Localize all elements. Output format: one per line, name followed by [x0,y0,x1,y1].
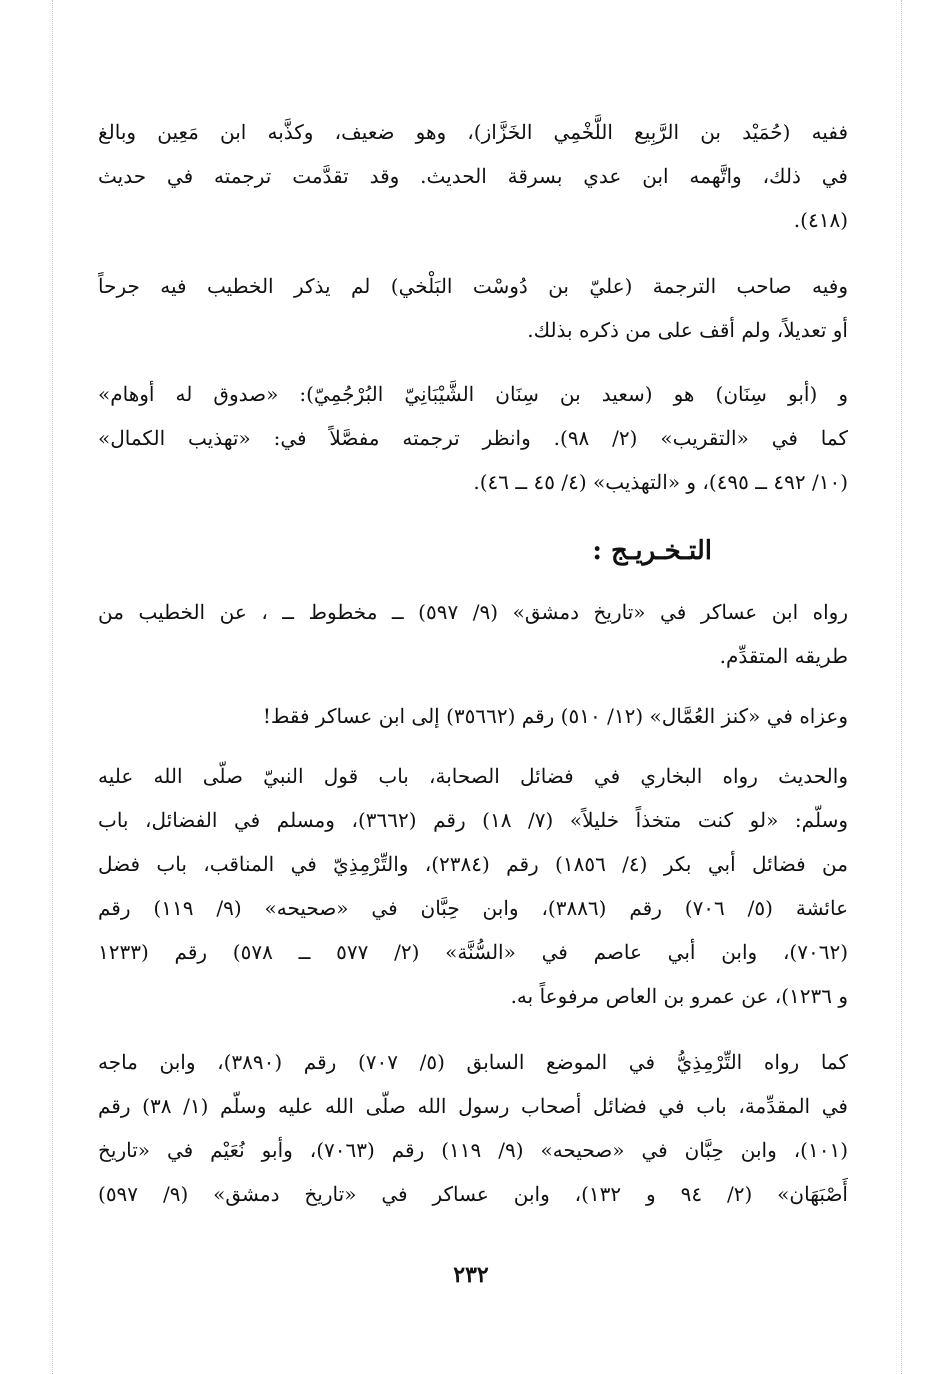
text-line: طريقه المتقدِّم. [719,644,848,668]
page-number: ٢٣٢ [453,1262,489,1288]
section-heading-takhrij: التـخـريـج : [592,536,712,566]
paragraph-bukhari-muslim [98,754,848,1018]
text-line: وسلّم: «لو كنت متخذاً خليلاً» (٧/ ١٨) رقم (٣٦٦٢)، ومسلم في الفضائل، باب [98,808,848,832]
text-line: وفيه صاحب الترجمة (عليّ بن دُوسْت البَلْخي) لم يذكر الخطيب فيه جرحاً [98,274,848,298]
paragraph-narrator-abu-sinan [98,372,848,504]
text-line: رواه ابن عساكر في «تاريخ دمشق» (٩/ ٥٩٧) ــ مخطوط ــ ، عن الخطيب من [98,600,848,624]
text-line: كما رواه التِّرْمِذِيُّ في الموضع السابق (٥/ ٧٠٧) رقم (٣٨٩٠)، وابن ماجه [98,1050,848,1074]
text-line: و (أبو سِنَان) هو (سعيد بن سِنَان الشَّيْبَانِيّ البُرْجُمِيّ): «صدوق له أوهام» [98,382,848,406]
text-line: و ١٢٣٦)، عن عمرو بن العاص مرفوعاً به. [510,984,848,1008]
text-line: (١٠١)، وابن حِبَّان في «صحيحه» (٩/ ١١٩) رقم (٧٠٦٣)، وأبو نُعَيْم في «تاريخ [98,1138,848,1162]
text-line: أو تعديلاً، ولم أقف على من ذكره بذلك. [527,318,848,342]
text-line: والحديث رواه البخاري في فضائل الصحابة، باب قول النبيّ صلّى الله عليه [98,764,848,788]
text-line: ففيه (حُمَيْد بن الرَّبِيع اللَّخْمِي الخَزَّاز)، وهو ضعيف، وكذَّبه ابن مَعِين وبالغ [98,120,848,144]
text-line: عائشة (٥/ ٧٠٦) رقم (٣٨٨٦)، وابن حِبَّان في «صحيحه» (٩/ ١١٩) رقم [98,896,848,920]
text-line: (١٠/ ٤٩٢ ــ ٤٩٥)، و «التهذيب» (٤/ ٤٥ ــ ٤٦). [473,470,848,494]
paragraph-kanz-al-ummal [98,694,848,738]
text-line: أَصْبَهَان» (٢/ ٩٤ و ١٣٢)، وابن عساكر في «تاريخ دمشق» (٩/ ٥٩٧) [98,1182,848,1206]
text-line: (٧٠٦٢)، وابن أبي عاصم في «السُّنَّة» (٢/ ٥٧٧ ــ ٥٧٨) رقم (١٢٣٣ [98,940,848,964]
paragraph-narrator-ali [98,264,848,352]
paragraph-narrator-humaid [98,110,848,242]
text-line: في ذلك، واتَّهمه ابن عدي بسرقة الحديث. وقد تقدَّمت ترجمته في حديث [98,164,848,188]
text-line: وعزاه في «كنز العُمَّال» (١٢/ ٥١٠) رقم (٣٥٦٦٢) إلى ابن عساكر فقط! [262,704,848,728]
text-line: (٤١٨). [793,208,848,232]
paragraph-tirmidhi-ibn-majah [98,1040,848,1216]
paragraph-takhrij-ibn-asakir [98,590,848,678]
text-line: من فضائل أبي بكر (٤/ ١٨٥٦) رقم (٢٣٨٤)، والتِّرْمِذِيّ في المناقب، باب فضل [98,852,848,876]
text-line: في المقدِّمة، باب في فضائل أصحاب رسول الله صلّى الله عليه وسلّم (١/ ٣٨) رقم [98,1094,848,1118]
text-line: كما في «التقريب» (٢/ ٩٨). وانظر ترجمته مفصَّلاً في: «تهذيب الكمال» [98,426,848,450]
